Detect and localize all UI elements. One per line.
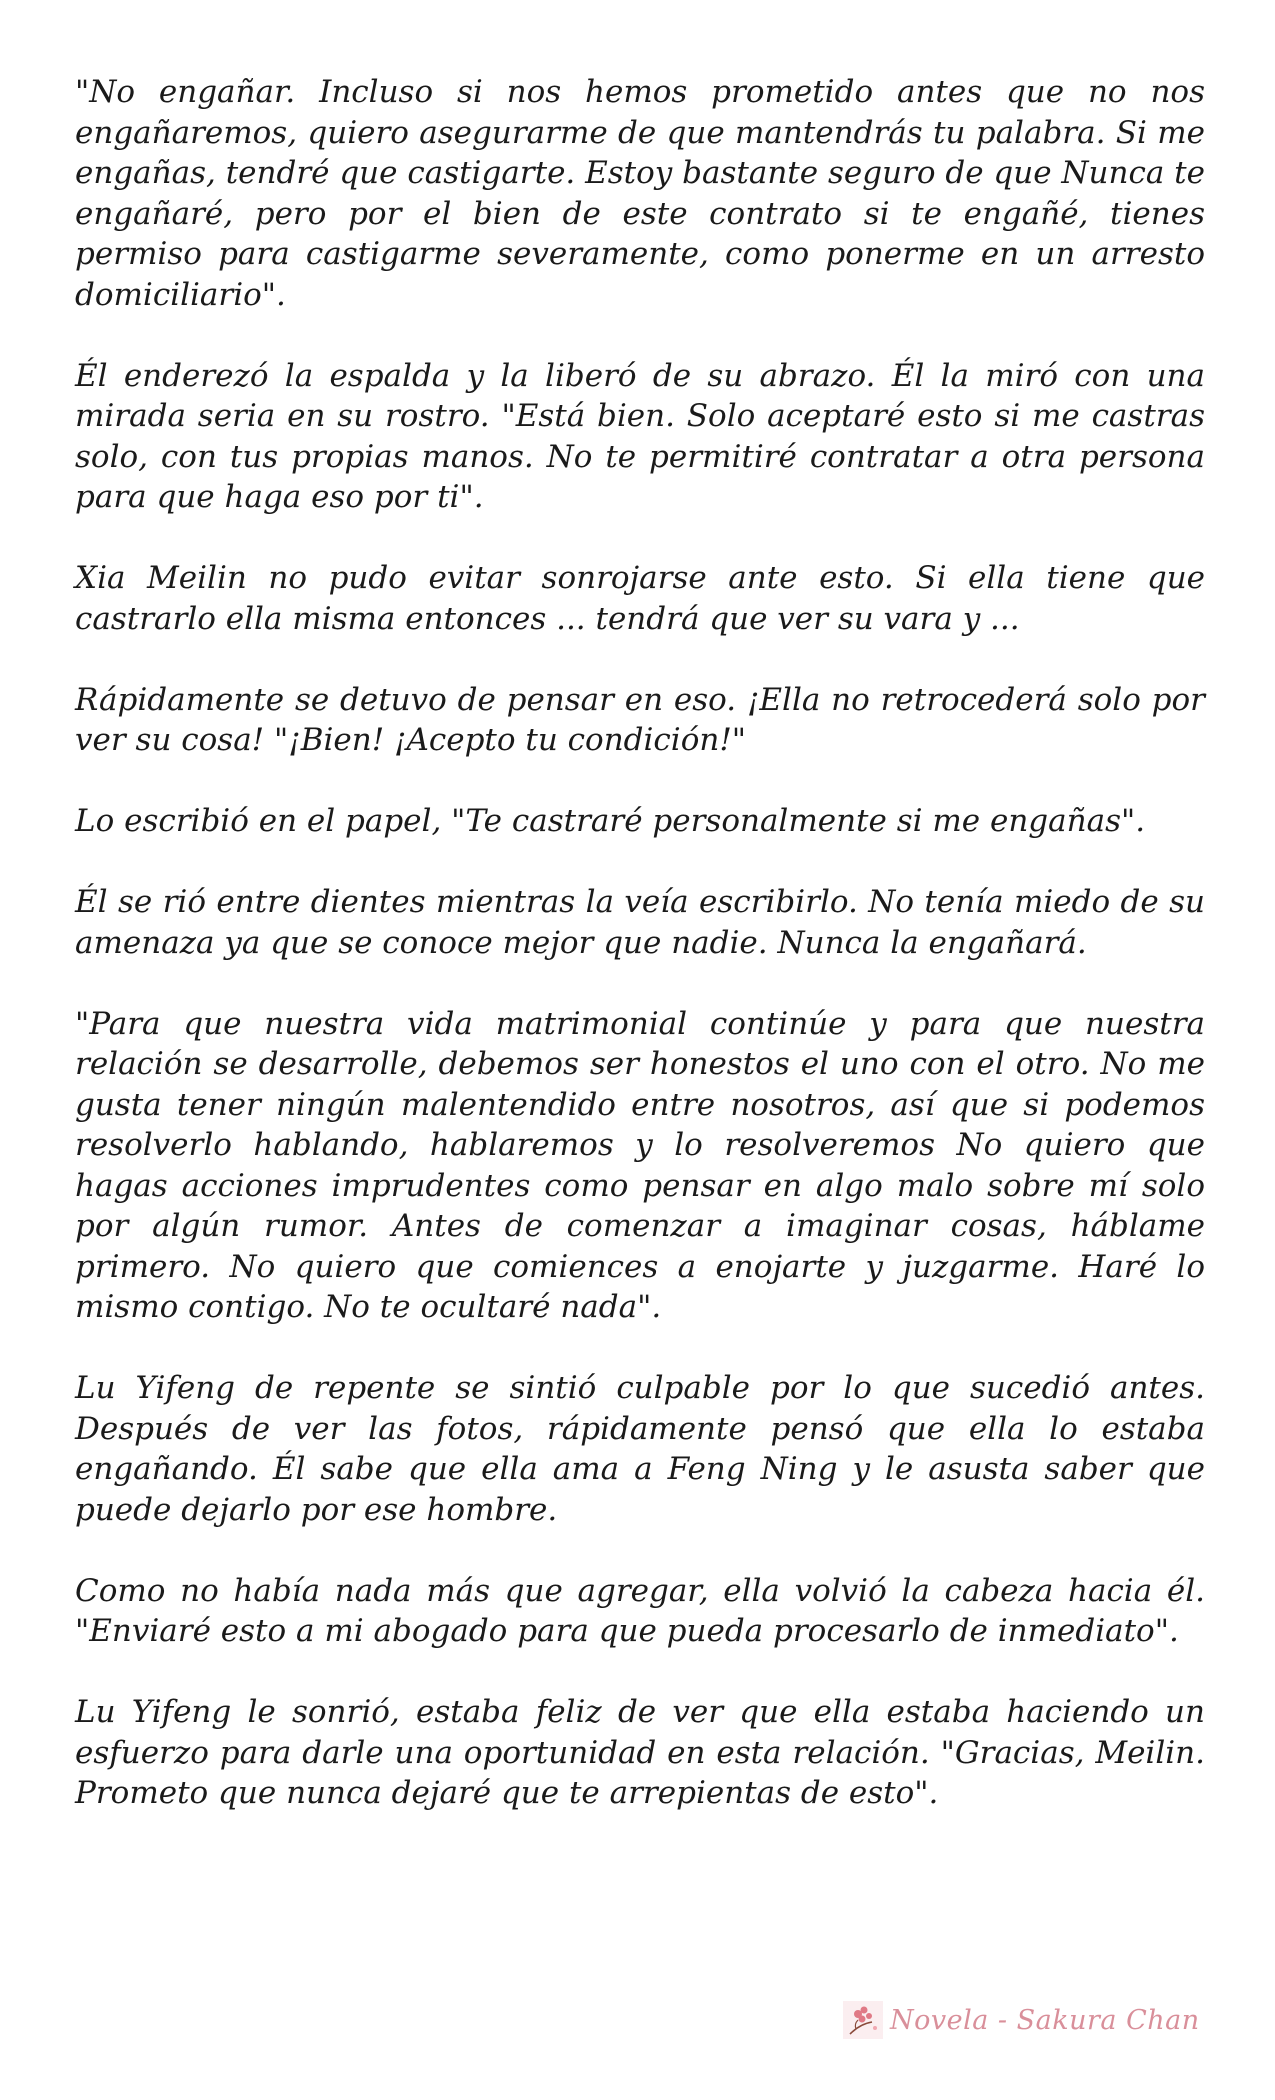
- paragraph-3: Xia Meilin no pudo evitar sonrojarse ante esto. Si ella tiene que castrarlo ella misma entonces ... tendrá que ver su vara y ...: [75, 560, 1205, 637]
- watermark-text: Novela - Sakura Chan: [890, 2004, 1200, 2036]
- paragraph-7: "Para que nuestra vida matrimonial continúe y para que nuestra relación se desarrolle, debemos ser honestos el uno con el otro. No me gusta tener ningún malentendido entre nosotros, así que si podemos resolverlo hablando, hablaremos y lo resolveremos No quiero que hagas acciones imprudentes como pensar en algo malo sobre mí solo por algún rumor. Antes de comenzar a imaginar cosas, háblame primero. No quiero que comiences a enojarte y juzgarme. Haré lo mismo contigo. No te ocultaré nada".: [75, 1005, 1205, 1325]
- paragraph-9: Como no había nada más que agregar, ella volvió la cabeza hacia él. "Enviaré esto a mi abogado para que pueda procesarlo de inmediato".: [75, 1572, 1205, 1649]
- sakura-flower-icon: [842, 2000, 884, 2040]
- document-body: [75, 72, 1205, 1854]
- watermark: [842, 1998, 1212, 2042]
- paragraph-8: Lu Yifeng de repente se sintió culpable por lo que sucedió antes. Después de ver las fotos, rápidamente pensó que ella lo estaba engañando. Él sabe que ella ama a Feng Ning y le asusta saber que puede dejarlo por ese hombre.: [75, 1370, 1205, 1528]
- paragraph-6: Él se rió entre dientes mientras la veía escribirlo. No tenía miedo de su amenaza ya que se conoce mejor que nadie. Nunca la engañará.: [75, 884, 1205, 961]
- paragraph-10: Lu Yifeng le sonrió, estaba feliz de ver que ella estaba haciendo un esfuerzo para darle una oportunidad en esta relación. "Gracias, Meilin. Prometo que nunca dejaré que te arrepientas de esto".: [75, 1694, 1205, 1811]
- paragraph-2: Él enderezó la espalda y la liberó de su abrazo. Él la miró con una mirada seria en su rostro. "Está bien. Solo aceptaré esto si me castras solo, con tus propias manos. No te permitiré contratar a otra persona para que haga eso por ti".: [75, 357, 1205, 515]
- paragraph-1: "No engañar. Incluso si nos hemos prometido antes que no nos engañaremos, quiero asegurarme de que mantendrás tu palabra. Si me engañas, tendré que castigarte. Estoy bastante seguro de que Nunca te engañaré, pero por el bien de este contrato si te engañé, tienes permiso para castigarme severamente, como ponerme en un arresto domiciliario".: [75, 74, 1205, 313]
- paragraph-5: Lo escribió en el papel, "Te castraré personalmente si me engañas".: [75, 803, 1146, 839]
- paragraph-4: Rápidamente se detuvo de pensar en eso. ¡Ella no retrocederá solo por ver su cosa! "¡Bien! ¡Acepto tu condición!": [75, 681, 1205, 758]
